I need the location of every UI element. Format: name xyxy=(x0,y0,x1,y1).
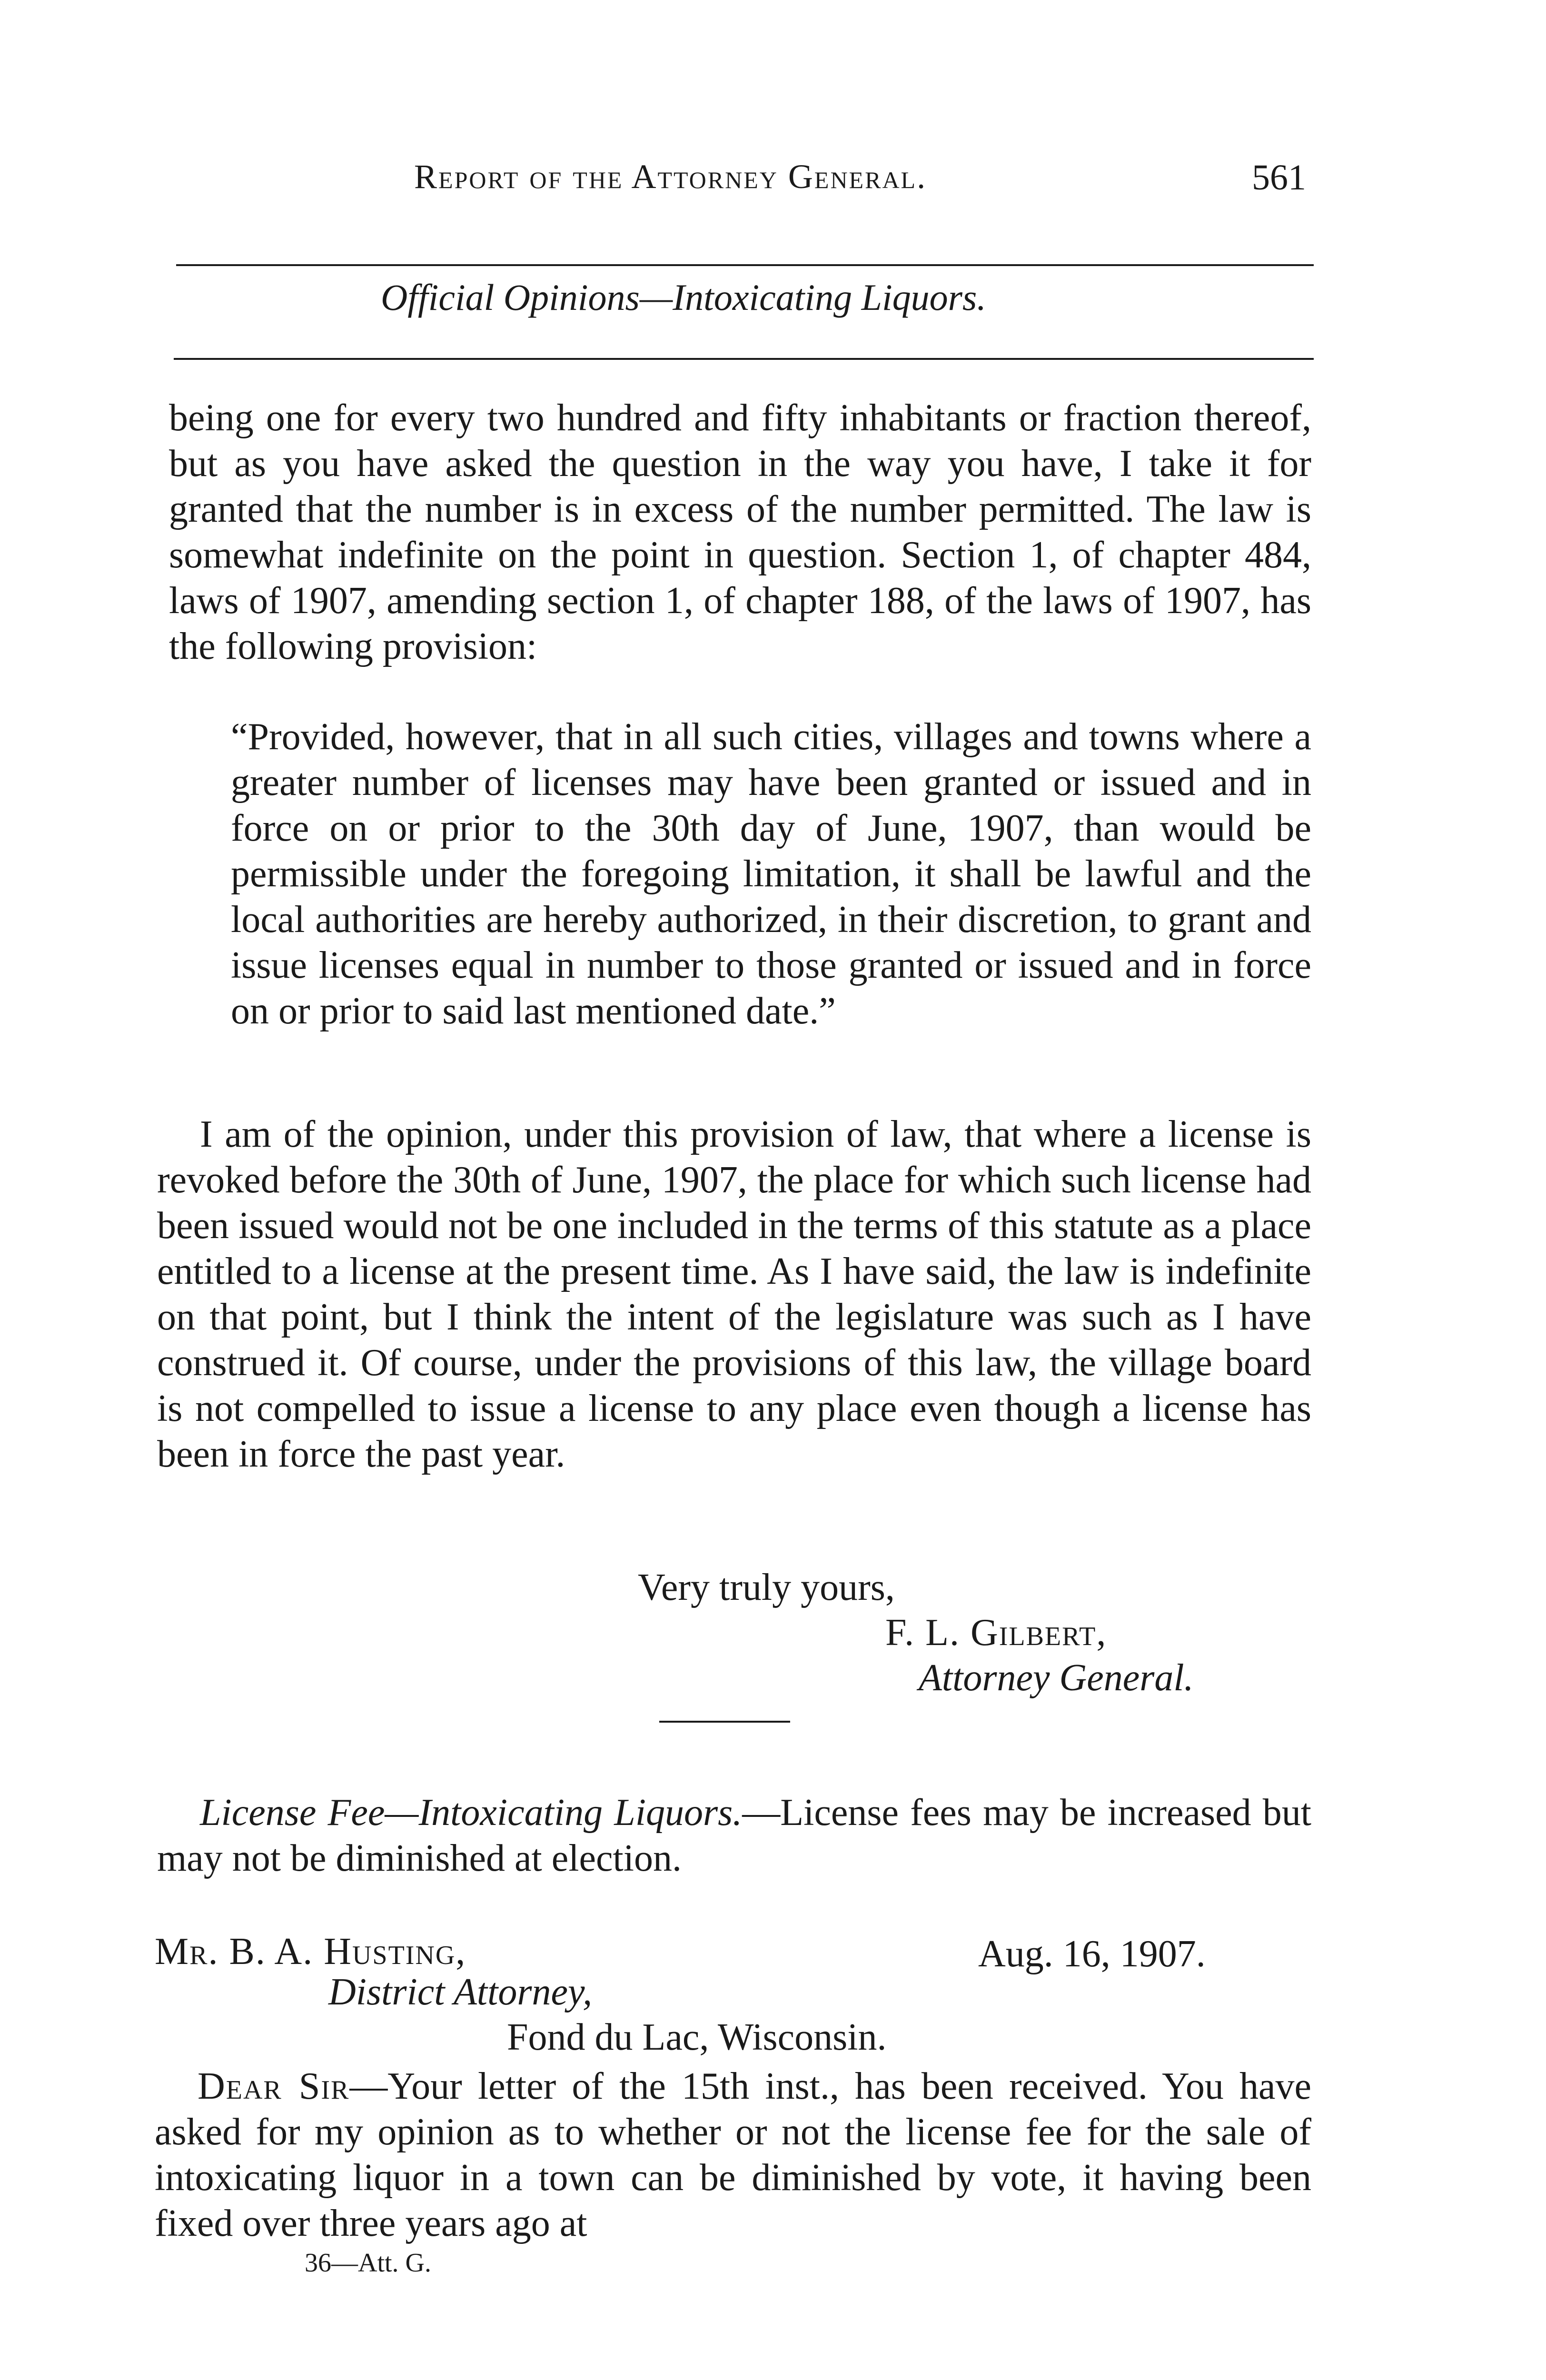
salutation: Dear Sir xyxy=(198,2065,350,2107)
headnote-title: License Fee—Intoxicating Liquors. xyxy=(200,1792,743,1834)
quoted-provision: “Provided, however, that in all such cities, villages and towns where a greater number of licenses may have been granted or issued and in force on or prior to the 30th day of June, 1907, than would be permissible under the foregoing limitation, it shall be lawful and the local authorities are hereby authorized, in their discretion, to grant and issue licenses equal in number to those granted or issued and in force on or prior to said last mentioned date.” xyxy=(231,716,1311,1032)
letter-date: Aug. 16, 1907. xyxy=(978,1933,1206,1975)
opinion-paragraph: I am of the opinion, under this provision of law, that where a license is revoked before the 30th of June, 1907, the place for which such license had been issued would not be one included in the terms of this statute as a place entitled to a license at the present time. As I have said, the law is indefinite on that point, but I think the intent of the legislature was such as I have construed it. Of course, under the provisions of this law, the village board is not compelled to issue a license to any place even though a license has been in force the past year. xyxy=(157,1113,1311,1475)
quoted-provision-block xyxy=(231,714,1311,1034)
headnote-block xyxy=(157,1790,1311,1881)
addressee-name: Mr. B. A. Husting, xyxy=(155,1931,466,1973)
header-top-rule xyxy=(176,264,1314,266)
running-title: Report of the Attorney General. xyxy=(414,158,927,196)
letter-body xyxy=(155,2063,1311,2246)
addressee-title: District Attorney, xyxy=(328,1971,593,2013)
addressee-city: Fond du Lac, Wisconsin. xyxy=(507,2016,887,2058)
header-bottom-rule xyxy=(174,358,1314,360)
opening-paragraph-block xyxy=(169,395,1311,669)
letter-body-block xyxy=(155,2063,1311,2246)
opinion-paragraph-block xyxy=(157,1111,1311,1477)
section-divider xyxy=(659,1721,790,1723)
complimentary-close: Very truly yours, xyxy=(638,1567,895,1608)
headnote xyxy=(157,1790,1311,1881)
page-number: 561 xyxy=(1252,158,1306,198)
section-title: Official Opinions—Intoxicating Liquors. xyxy=(381,277,986,318)
opening-paragraph: being one for every two hundred and fifty inhabitants or fraction thereof, but as you have asked the question in the way you have, I take it for granted that the number is in excess of the number permitted. The law is somewhat indefinite on the point in question. Section 1, of chapter 484, laws of 1907, amending section 1, of chapter 188, of the laws of 1907, has the following provision: xyxy=(169,397,1311,667)
letter-text: —Your letter of the 15th inst., has been received. You have asked for my opinion as to whether or not the license fee for the sale of intoxicating liquor in a town can be diminished by vote, it having been fixed over three years ago at xyxy=(155,2065,1312,2244)
printer-signature-mark: 36—Att. G. xyxy=(305,2248,431,2278)
signer-name: F. L. Gilbert, xyxy=(885,1612,1107,1654)
headnote-text: —License fees may be increased but may not be diminished at election. xyxy=(157,1792,1311,1879)
signer-title: Attorney General. xyxy=(919,1657,1194,1699)
